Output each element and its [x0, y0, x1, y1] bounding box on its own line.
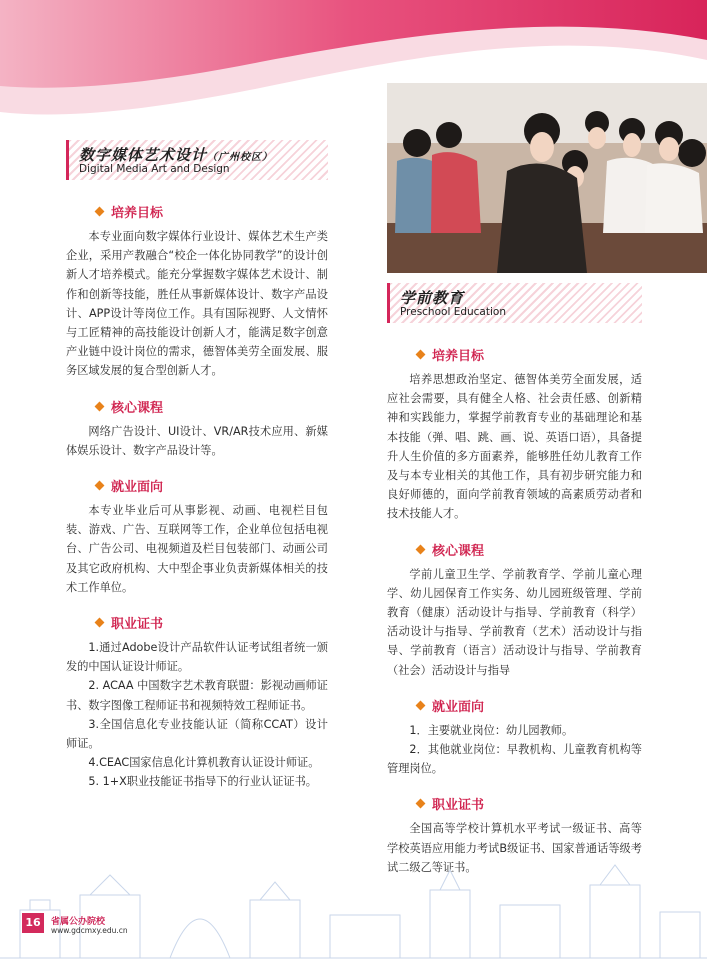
school-name: 省属公办院校: [51, 917, 106, 927]
diamond-bullet-icon: [95, 207, 105, 217]
list-item: 5. 1+X职业技能证书指导下的行业认证证书。: [88, 775, 317, 789]
heading-goal: [417, 345, 642, 364]
heading-goal-text: 培养目标: [432, 349, 485, 364]
jobs-text: 本专业毕业后可从事影视、动画、电视栏目包装、游戏、广告、互联网等工作，企业单位包括电视台、广告公司、电视频道及栏目包装部门、动画公司及其它政府机构、大中型企事业负责新媒体相关的技术工作单位。: [66, 504, 328, 594]
students-photo: [387, 83, 707, 273]
heading-jobs-text: 就业面向: [111, 480, 164, 496]
page-number: 16: [22, 913, 44, 933]
list-item: 4.CEAC国家信息化计算机教育认证设计师证。: [88, 756, 320, 770]
heading-core: [417, 540, 642, 559]
title-campus: （广州校区）: [207, 152, 274, 163]
heading-jobs-text: 就业面向: [432, 699, 485, 715]
diamond-bullet-icon: [95, 401, 105, 411]
section-title-digital-media: [66, 140, 328, 180]
list-item: 2．其他就业岗位：早教机构、儿童教育机构等管理岗位。: [387, 743, 642, 776]
core-text: 学前儿童卫生学、学前教育学、学前儿童心理学、幼儿园保育工作实务、幼儿园班级管理、学前教育（健康）活动设计与指导、学前教育（科学）活动设计与指导、学前教育（艺术）活动设计与指导、学前教育（语言）活动设计与指导、学前教育（社会）活动设计与指导: [387, 567, 642, 677]
certs-list: [66, 638, 328, 792]
diamond-bullet-icon: [416, 544, 426, 554]
title-en: Preschool Education: [400, 306, 506, 318]
title-cn: [79, 144, 273, 165]
core-text: 网络广告设计、UI设计、VR/AR技术应用、新媒体娱乐设计、数字产品设计等。: [66, 424, 328, 457]
diamond-bullet-icon: [416, 350, 426, 360]
left-column: [66, 140, 328, 808]
school-url: www.gdcmxy.edu.cn: [51, 926, 128, 935]
heading-certs-text: 职业证书: [111, 617, 164, 633]
heading-certs: [417, 794, 642, 813]
heading-jobs: [417, 696, 642, 715]
title-en: Digital Media Art and Design: [79, 163, 230, 175]
heading-jobs: [96, 476, 328, 495]
diamond-bullet-icon: [416, 700, 426, 710]
heading-goal-text: 培养目标: [111, 206, 164, 221]
title-cn: 学前教育: [400, 289, 465, 307]
certs-text: 全国高等学校计算机水平考试一级证书、高等学校英语应用能力考试B级证书、国家普通话等级考试二级乙等证书。: [387, 822, 642, 874]
heading-certs: [96, 613, 328, 632]
heading-core-text: 核心课程: [432, 543, 485, 559]
section-title-preschool: [387, 283, 642, 323]
heading-core-text: 核心课程: [111, 400, 164, 416]
list-item: 1．主要就业岗位：幼儿园教师。: [409, 723, 574, 737]
goal-text: 本专业面向数字媒体行业设计、媒体艺术生产类企业，采用产教融合“校企一体化协同教学”的设计创新人才培养模式。能充分掌握数字媒体艺术设计、制作和创新等技能，胜任从事新媒体设计、数字产品设计、APP设计等岗位工作。具有国际视野、人文情怀与工匠精神的高技能设计创新人才，能满足数字创意产业链中设计岗位的需求，德智体美劳全面发展、服务区域发展的复合型创新人才。: [66, 230, 328, 378]
list-item: 2. ACAA 中国数字艺术教育联盟：影视动画师证书、数字图像工程师证书和视频特效工程师证书。: [66, 679, 328, 712]
heading-core: [96, 397, 328, 416]
list-item: 3.全国信息化专业技能认证（简称CCAT）设计师证。: [66, 717, 328, 751]
goal-text: 培养思想政治坚定、德智体美劳全面发展，适应社会需要，具有健全人格、社会责任感、创新精神和实践能力，掌握学前教育专业的基础理论和基本技能（弹、唱、跳、画、说、英语口语），具备提升人生价值的多方面素养，能够胜任幼儿教育工作及与本专业相关的其他工作，具有初步研究能力和良好师德的，面向学前教育领域的高素质劳动者和技术技能人才。: [387, 373, 642, 521]
jobs-list: [387, 721, 642, 779]
heading-goal: [96, 202, 328, 221]
title-cn-text: 数字媒体艺术设计: [79, 146, 208, 164]
campus-sketch-decoration: [0, 840, 707, 959]
right-column: [387, 283, 642, 893]
diamond-bullet-icon: [95, 618, 105, 628]
diamond-bullet-icon: [416, 799, 426, 809]
list-item: 1.通过Adobe设计产品软件认证考试组者统一颁发的中国认证设计师证。: [66, 641, 328, 674]
diamond-bullet-icon: [95, 481, 105, 491]
heading-certs-text: 职业证书: [432, 798, 485, 814]
